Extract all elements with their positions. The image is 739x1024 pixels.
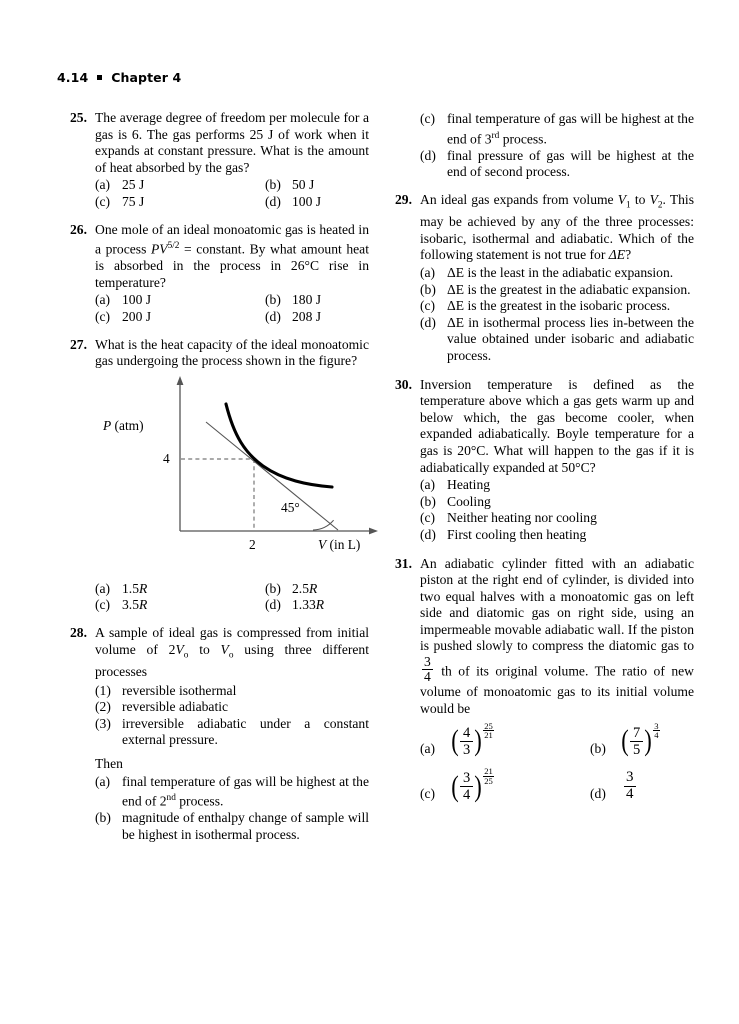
option-text: Heating bbox=[447, 477, 491, 493]
stem-subscript-2: 2 bbox=[657, 200, 663, 211]
sublist-tag: (3) bbox=[95, 715, 111, 731]
question-stem bbox=[420, 192, 694, 264]
x-axis-unit: (in L) bbox=[326, 536, 361, 552]
left-paren: ( bbox=[621, 724, 629, 758]
question-number: 25. bbox=[70, 110, 87, 125]
question-stem bbox=[95, 625, 369, 681]
option-d[interactable] bbox=[590, 770, 694, 803]
process-sublist bbox=[95, 683, 369, 749]
stem-part-1: An adiabatic cylinder fitted with an adiabatic piston at the right end of cylinder, is divided into two equal halves with a monoatomic gas on left side and diatomic gas on right side, using an impermeable movable adiabatic wall. If the piston is pushed slowly to compress the diatomic gas to bbox=[420, 555, 694, 654]
option-text: 100 J bbox=[122, 292, 152, 308]
option-tag: (c) bbox=[420, 111, 436, 126]
option-a[interactable] bbox=[420, 477, 694, 494]
option-tag: (c) bbox=[95, 597, 111, 613]
option-a[interactable] bbox=[95, 581, 265, 598]
stem-volume-symbol-1: V bbox=[175, 641, 184, 657]
option-c[interactable] bbox=[420, 510, 694, 527]
sublist-item-1 bbox=[95, 683, 369, 700]
option-a[interactable] bbox=[420, 720, 590, 758]
option-b[interactable] bbox=[265, 292, 369, 309]
question-30 bbox=[382, 377, 694, 544]
option-tag: (d) bbox=[265, 193, 281, 209]
option-text: 200 J bbox=[122, 309, 152, 325]
option-text: ΔE is the greatest in the adiabatic expansion. bbox=[447, 281, 691, 297]
option-tag: (a) bbox=[95, 177, 111, 193]
option-tag: (c) bbox=[420, 785, 436, 801]
figure-pv-diagram bbox=[95, 374, 407, 579]
then-label: Then bbox=[95, 755, 123, 771]
x-tick-label: 2 bbox=[249, 536, 256, 552]
option-tag: (b) bbox=[265, 580, 281, 596]
stem-volume-symbol-1: V bbox=[617, 191, 627, 207]
option-b[interactable] bbox=[265, 581, 369, 598]
right-paren: ) bbox=[474, 724, 482, 758]
options-27 bbox=[95, 581, 369, 614]
option-d[interactable] bbox=[420, 315, 694, 365]
power-fraction bbox=[620, 720, 660, 758]
exponent-denominator: 4 bbox=[654, 730, 659, 741]
sublist-text: irreversible adiabatic under a constant external pressure. bbox=[122, 715, 369, 748]
question-number: 29. bbox=[395, 191, 412, 207]
exponent-numerator: 3 bbox=[654, 720, 659, 731]
left-column bbox=[57, 110, 369, 852]
option-tag: (b) bbox=[590, 740, 606, 756]
base-fraction bbox=[630, 725, 643, 758]
options-31 bbox=[420, 720, 694, 804]
option-a[interactable] bbox=[95, 177, 265, 194]
option-d[interactable] bbox=[265, 194, 369, 211]
option-text: ΔE is the greatest in the isobaric process. bbox=[447, 298, 671, 314]
question-number: 30. bbox=[395, 376, 412, 392]
option-d[interactable] bbox=[420, 148, 694, 181]
option-tag: (b) bbox=[265, 292, 281, 308]
stem-part-2: to bbox=[188, 641, 221, 657]
option-tag: (c) bbox=[95, 309, 111, 325]
option-text: ΔE in isothermal process lies in-between the value obtained under isobaric and adiabatic process. bbox=[447, 314, 694, 363]
option-b[interactable] bbox=[95, 810, 369, 843]
fraction-numerator: 3 bbox=[424, 654, 431, 670]
stem-part-2: to bbox=[630, 191, 650, 207]
option-text: magnitude of enthalpy change of sample will be highest in isothermal process. bbox=[122, 810, 369, 842]
option-text: 25 J bbox=[122, 177, 145, 193]
option-tag: (d) bbox=[420, 147, 436, 163]
option-a[interactable] bbox=[420, 265, 694, 282]
sublist-text: reversible isothermal bbox=[122, 682, 237, 698]
sublist-tag: (2) bbox=[95, 699, 111, 715]
options-29 bbox=[420, 265, 694, 365]
y-axis-symbol: P bbox=[103, 417, 112, 433]
question-stem bbox=[95, 222, 369, 292]
option-c[interactable] bbox=[420, 765, 590, 804]
options-28 bbox=[95, 774, 369, 844]
option-d[interactable] bbox=[420, 527, 694, 544]
exponent-denominator: 21 bbox=[484, 730, 493, 741]
question-31 bbox=[382, 556, 694, 804]
option-italic: R bbox=[309, 580, 318, 596]
option-tag: (c) bbox=[420, 510, 436, 526]
sublist-item-2 bbox=[95, 699, 369, 716]
options-28-continued bbox=[382, 111, 694, 181]
exponent-numerator: 25 bbox=[484, 720, 493, 731]
option-ordinal-sup: rd bbox=[491, 130, 500, 141]
base-denominator: 4 bbox=[460, 786, 473, 803]
option-text: Cooling bbox=[447, 493, 491, 509]
option-tag: (d) bbox=[420, 526, 436, 542]
right-paren: ) bbox=[644, 724, 652, 758]
option-text: 1.33 bbox=[292, 597, 316, 613]
question-25 bbox=[57, 110, 369, 211]
stem-delta-e: ΔE bbox=[608, 247, 626, 263]
option-tag: (d) bbox=[420, 314, 436, 330]
base-numerator: 3 bbox=[463, 769, 471, 786]
left-paren: ( bbox=[451, 769, 459, 803]
x-axis-label bbox=[318, 537, 360, 554]
option-text: 75 J bbox=[122, 193, 145, 209]
stem-subscript-1: 1 bbox=[626, 200, 631, 211]
option-text-post: process. bbox=[499, 131, 547, 147]
stem-exponent: 5/2 bbox=[167, 241, 180, 252]
question-number: 26. bbox=[70, 221, 87, 237]
stem-part-3: . This may be achieved by any of the three processes: isobaric, isothermal and adiabatic. Which of the following statement is not true for bbox=[420, 191, 694, 263]
option-d[interactable] bbox=[265, 309, 369, 326]
option-tag: (d) bbox=[265, 597, 281, 613]
fraction-numerator: 3 bbox=[626, 768, 634, 785]
fraction-denominator: 4 bbox=[424, 669, 431, 685]
options-25 bbox=[95, 177, 369, 210]
stem-part-1: One mole of an ideal monoatomic gas is heated in a process bbox=[95, 221, 369, 257]
exponent-numerator: 21 bbox=[484, 765, 493, 776]
tangent-line bbox=[206, 422, 338, 530]
power-fraction bbox=[450, 765, 494, 804]
option-text-post: process. bbox=[175, 793, 224, 809]
option-b[interactable] bbox=[420, 494, 694, 511]
exponent-fraction bbox=[483, 767, 494, 786]
option-c[interactable] bbox=[420, 111, 694, 148]
option-a[interactable] bbox=[95, 774, 369, 811]
option-text: Neither heating nor cooling bbox=[447, 510, 597, 526]
stem-part-2: th of its original volume. The ratio of new volume of monoatomic gas to its initial volume would be bbox=[420, 663, 694, 716]
square-bullet-icon bbox=[97, 75, 102, 80]
stem-subscript-2: o bbox=[228, 650, 234, 661]
option-italic: R bbox=[315, 597, 325, 613]
option-tag: (b) bbox=[420, 281, 436, 297]
sublist-item-3 bbox=[95, 716, 369, 749]
option-ordinal-sup: nd bbox=[166, 793, 176, 804]
option-text: 100 J bbox=[292, 193, 322, 209]
plain-fraction bbox=[624, 770, 636, 802]
option-b[interactable] bbox=[265, 177, 369, 194]
stem-part-1: A sample of ideal gas is compressed from initial volume of 2 bbox=[95, 625, 369, 657]
exponent-fraction bbox=[653, 722, 659, 741]
exponent-denominator: 25 bbox=[484, 775, 493, 786]
angle-arc bbox=[313, 520, 334, 530]
option-text: final temperature of gas will be highest at the end of 3 bbox=[447, 111, 694, 147]
option-tag: (a) bbox=[420, 265, 436, 280]
x-axis-arrowhead bbox=[369, 527, 378, 534]
option-text: 208 J bbox=[292, 309, 322, 325]
option-text: final pressure of gas will be highest at the end of second process. bbox=[447, 147, 694, 180]
question-28 bbox=[57, 625, 369, 843]
right-column bbox=[382, 110, 694, 812]
option-tag: (d) bbox=[265, 309, 281, 325]
question-number: 27. bbox=[70, 336, 87, 352]
option-text: 1.5 bbox=[122, 580, 139, 596]
question-stem: What is the heat capacity of the ideal monoatomic gas undergoing the process shown in the figure? bbox=[95, 336, 369, 369]
running-head bbox=[57, 70, 181, 85]
question-26 bbox=[57, 222, 369, 326]
option-c[interactable] bbox=[95, 194, 265, 211]
option-text: final temperature of gas will be highest at the end of 2 bbox=[122, 773, 369, 809]
option-tag: (d) bbox=[590, 785, 606, 801]
option-c[interactable] bbox=[420, 298, 694, 315]
stem-subscript-1: o bbox=[183, 650, 189, 661]
y-axis-unit: (atm) bbox=[111, 417, 144, 433]
option-tag: (a) bbox=[420, 477, 436, 493]
option-tag: (a) bbox=[95, 292, 111, 308]
option-b[interactable] bbox=[420, 282, 694, 299]
left-paren: ( bbox=[451, 724, 459, 758]
chapter-label: Chapter 4 bbox=[111, 70, 182, 85]
option-tag: (a) bbox=[420, 740, 436, 756]
option-text: First cooling then heating bbox=[447, 526, 587, 542]
option-tag: (c) bbox=[95, 193, 111, 209]
base-denominator: 5 bbox=[630, 741, 643, 758]
base-fraction bbox=[460, 725, 473, 758]
option-tag: (a) bbox=[95, 580, 111, 596]
option-tag: (b) bbox=[420, 493, 436, 509]
inline-fraction-three-quarters bbox=[422, 655, 433, 684]
stem-part-4: ? bbox=[625, 247, 632, 263]
base-numerator: 7 bbox=[633, 724, 641, 741]
question-27 bbox=[57, 337, 369, 614]
y-axis-label bbox=[103, 418, 144, 435]
question-number: 31. bbox=[395, 555, 412, 571]
option-text: 50 J bbox=[292, 177, 315, 193]
stem-part-2: = constant. By what amount heat is absorbed in the process in 26°C rise in temperature? bbox=[95, 241, 369, 290]
options-30 bbox=[420, 477, 694, 543]
option-a[interactable] bbox=[95, 292, 265, 309]
option-c[interactable] bbox=[95, 309, 265, 326]
option-text: 180 J bbox=[292, 292, 322, 308]
question-number: 28. bbox=[70, 625, 87, 641]
angle-label: 45° bbox=[281, 499, 300, 515]
option-tag: (a) bbox=[95, 773, 111, 789]
option-text: 2.5 bbox=[292, 580, 309, 596]
sublist-text: reversible adiabatic bbox=[122, 699, 229, 715]
y-axis-arrowhead bbox=[177, 376, 184, 385]
stem-volume-symbol-2: V bbox=[649, 191, 658, 207]
option-tag: (c) bbox=[420, 298, 436, 314]
exponent-fraction bbox=[483, 722, 494, 741]
option-tag: (b) bbox=[265, 177, 281, 193]
base-fraction bbox=[460, 770, 473, 803]
x-axis-symbol: V bbox=[318, 536, 327, 552]
right-paren: ) bbox=[474, 769, 482, 803]
base-denominator: 3 bbox=[460, 741, 473, 758]
fraction-denominator: 4 bbox=[626, 785, 634, 802]
power-fraction bbox=[450, 720, 494, 758]
stem-part-3: using three different processes bbox=[95, 641, 370, 679]
page-folio: 4.14 bbox=[57, 70, 89, 85]
options-26 bbox=[95, 292, 369, 325]
process-curve bbox=[226, 404, 332, 487]
option-text: ΔE is the least in the adiabatic expansion. bbox=[447, 265, 674, 280]
option-italic: R bbox=[139, 597, 148, 613]
question-stem: Inversion temperature is defined as the temperature above which a gas gets warm up and below which, the gas become cooler, when expanded adiabatically. Boyle temperature for a gas is 20°C. What will happen to the gas if it is adiabatically expanded at 50°C? bbox=[420, 376, 694, 475]
option-italic: R bbox=[139, 580, 148, 596]
option-c[interactable] bbox=[95, 597, 265, 614]
sublist-tag: (1) bbox=[95, 682, 111, 698]
option-d[interactable] bbox=[265, 597, 369, 614]
stem-part-1: An ideal gas expands from volume bbox=[420, 191, 618, 207]
option-b[interactable] bbox=[590, 720, 694, 758]
stem-math: PV bbox=[150, 241, 168, 257]
option-text: 3.5 bbox=[122, 597, 139, 613]
option-tag: (b) bbox=[95, 810, 111, 826]
stem-volume-symbol-2: V bbox=[220, 641, 229, 657]
y-tick-label: 4 bbox=[163, 450, 170, 466]
base-numerator: 4 bbox=[463, 724, 471, 741]
question-stem: The average degree of freedom per molecule for a gas is 6. The gas performs 25 J of work when it expands at constant pressure. What is the amount of heat absorbed by the gas? bbox=[95, 110, 369, 175]
question-29 bbox=[382, 192, 694, 365]
question-stem bbox=[420, 556, 694, 718]
